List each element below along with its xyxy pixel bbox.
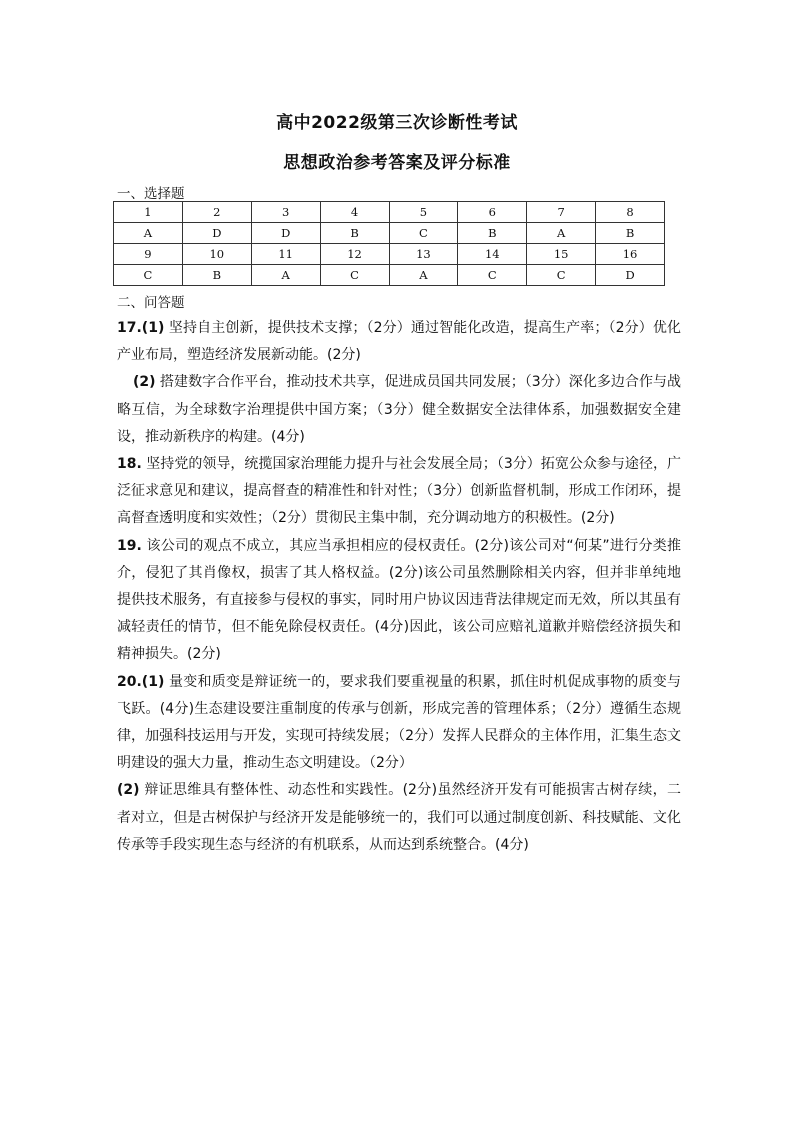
table-row: [114, 265, 665, 286]
section-heading-essay: 二、问答题: [117, 295, 185, 311]
question-number-cell: 15: [527, 244, 596, 265]
answer-text: 搭建数字合作平台，推动技术共享，促进成员国共同发展；（3分）深化多边合作与战略互信，为全球数字治理提供中国方案；（3分）健全数据安全法律体系，加强数据安全建设，推动新秩序的构建。(4分): [117, 374, 681, 445]
question-number: 18.: [117, 456, 142, 473]
answer-cell: D: [251, 223, 320, 244]
table-row: [114, 244, 665, 265]
answer-text: 坚持党的领导，统揽国家治理能力提升与社会发展全局；（3分）拓宽公众参与途径，广泛征求意见和建议，提高督查的精准性和针对性；（3分）创新监督机制，形成工作闭环，提高督查透明度和实效性；（2分）贯彻民主集中制，充分调动地方的积极性。(2分): [117, 456, 681, 527]
question-number-cell: 9: [114, 244, 183, 265]
question-number: (2): [133, 374, 156, 391]
question-number-cell: 2: [182, 202, 251, 223]
answer-cell: C: [389, 223, 458, 244]
answer-cell: B: [458, 223, 527, 244]
answer-cell: B: [596, 223, 665, 244]
answer-paragraph: [117, 369, 681, 451]
question-number-cell: 10: [182, 244, 251, 265]
answer-text: 该公司的观点不成立，其应当承担相应的侵权责任。(2分)该公司对“何某”进行分类推介，侵犯了其肖像权，损害了其人格权益。(2分)该公司虽然删除相关内容，但并非单纯地提供技术服务，有直接参与侵权的事实，同时用户协议因违背法律规定而无效，所以其虽有减轻责任的情节，但不能免除侵权责任。(4分)因此，该公司应赔礼道歉并赔偿经济损失和精神损失。(2分): [117, 537, 681, 663]
question-number-cell: 13: [389, 244, 458, 265]
answer-table: [113, 201, 665, 286]
answer-cell: B: [182, 265, 251, 286]
answer-text: 辩证思维具有整体性、动态性和实践性。(2分)虽然经济开发有可能损害古树存续，二者对立，但是古树保护与经济开发是能够统一的，我们可以通过制度创新、科技赋能、文化传承等手段实现生态与经济的有机联系，从而达到系统整合。(4分): [117, 782, 681, 853]
question-number-cell: 7: [527, 202, 596, 223]
answer-paragraph: [117, 777, 681, 859]
answer-cell: B: [320, 223, 389, 244]
answer-cell: D: [596, 265, 665, 286]
question-number-cell: 6: [458, 202, 527, 223]
question-number-cell: 8: [596, 202, 665, 223]
answer-text: 量变和质变是辩证统一的，要求我们要重视量的积累，抓住时机促成事物的质变与飞跃。(4分)生态建设要注重制度的传承与创新，形成完善的管理体系；（2分）遵循生态规律，加强科技运用与开发，实现可持续发展；（2分）发挥人民群众的主体作用，汇集生态文明建设的强大力量，推动生态文明建设。（2分）: [117, 673, 681, 772]
question-number-cell: 14: [458, 244, 527, 265]
answer-text: 坚持自主创新，提供技术支撑；（2分）通过智能化改造，提高生产率；（2分）优化产业布局，塑造经济发展新动能。(2分): [117, 320, 681, 364]
answer-paragraph: [117, 315, 681, 369]
section-heading-choice: 一、选择题: [117, 186, 185, 202]
page-subtitle: 思想政治参考答案及评分标准: [283, 153, 511, 173]
answer-cell: C: [527, 265, 596, 286]
question-number: (2): [117, 782, 140, 799]
answer-cell: A: [389, 265, 458, 286]
question-number: 19.: [117, 537, 142, 554]
answer-cell: C: [114, 265, 183, 286]
answer-paragraph: [117, 533, 681, 669]
answer-paragraph: [117, 669, 681, 778]
question-number-cell: 16: [596, 244, 665, 265]
table-row: [114, 202, 665, 223]
question-number-cell: 11: [251, 244, 320, 265]
answer-cell: A: [527, 223, 596, 244]
answer-cell: A: [251, 265, 320, 286]
question-number-cell: 1: [114, 202, 183, 223]
question-number: 20.(1): [117, 673, 165, 690]
answer-cell: A: [114, 223, 183, 244]
question-number-cell: 4: [320, 202, 389, 223]
table-row: [114, 223, 665, 244]
question-number: 17.(1): [117, 320, 165, 336]
answer-cell: C: [458, 265, 527, 286]
question-number-cell: 5: [389, 202, 458, 223]
answer-paragraph: [117, 451, 681, 533]
answer-cell: C: [320, 265, 389, 286]
essay-answers: [117, 315, 681, 859]
question-number-cell: 3: [251, 202, 320, 223]
answer-cell: D: [182, 223, 251, 244]
page-title: 高中2022级第三次诊断性考试: [276, 113, 518, 133]
question-number-cell: 12: [320, 244, 389, 265]
